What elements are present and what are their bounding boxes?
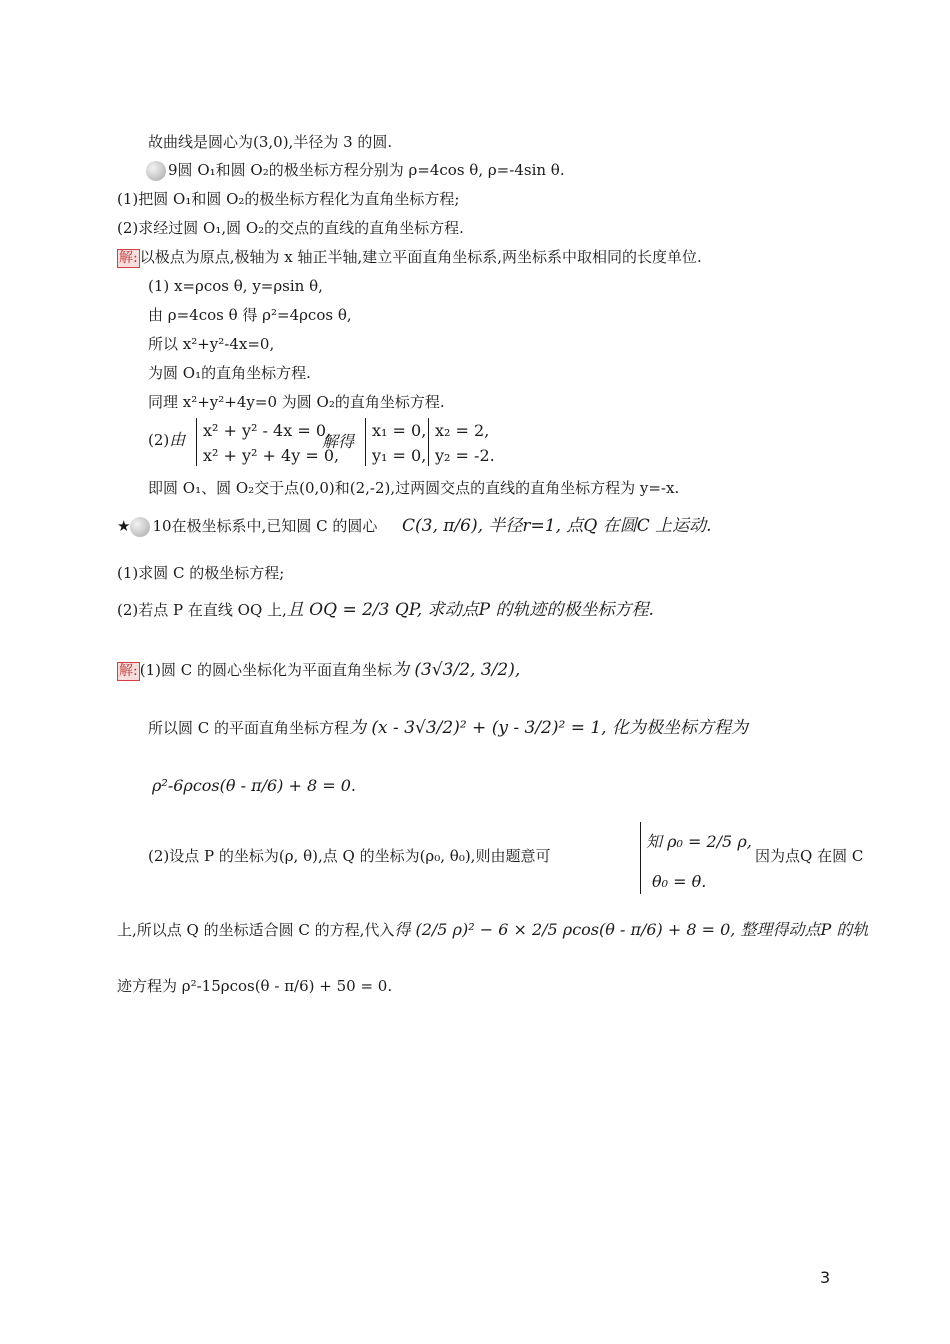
math-expression: 为 (3√3/2, 3/2), [391, 660, 521, 680]
answer-line [148, 718, 748, 738]
system-eq-2: x² + y² + 4y = 0, [203, 446, 340, 465]
answer-line: 所以 x²+y²-4x=0, [148, 335, 275, 353]
solution-x1: x₁ = 0, [372, 421, 427, 440]
page-number: 3 [820, 1268, 831, 1287]
problem-badge-icon [146, 161, 166, 181]
answer-line [117, 976, 392, 996]
answer-line: 由 ρ=4cos θ 得 ρ²=4ρcos θ, [148, 306, 352, 324]
answer-text: 以极点为原点,极轴为 x 轴正半轴,建立平面直角坐标系,两坐标系中取相同的长度单位. [139, 248, 702, 266]
solution-x2: x₂ = 2, [435, 421, 490, 440]
solution-y2: y₂ = -2. [435, 446, 495, 465]
system-eq-1: x² + y² - 4x = 0, [203, 421, 332, 440]
question-1: (1)求圆 C 的极坐标方程; [117, 564, 285, 582]
problem-badge-icon [130, 517, 150, 537]
vector-condition: 且 OQ = 2/3 QP, 求动点P 的轨迹的极坐标方程. [286, 600, 654, 620]
system-eq-2: θ₀ = θ. [652, 872, 707, 891]
answer-text: (1)圆 C 的圆心坐标化为平面直角坐标 [139, 661, 392, 679]
center-expression [402, 516, 712, 536]
problem-number: 10 [152, 517, 172, 535]
problem-stem-text: 圆 O₁和圆 O₂的极坐标方程分别为 ρ=4cos θ, ρ=-4sin θ. [177, 161, 565, 179]
answer-line [117, 660, 520, 681]
brace-left [196, 418, 197, 466]
system-eq-1: 知 ρ₀ = 2/5 ρ, [646, 832, 752, 851]
question-2: (2)求经过圆 O₁,圆 O₂的交点的直线的直角坐标方程. [117, 219, 464, 237]
problem-stem-text: 在极坐标系中,已知圆 C 的圆心 [171, 517, 378, 535]
system-prefix [148, 430, 185, 450]
brace-left [640, 822, 641, 894]
problem-9-stem [146, 160, 565, 181]
answer-line: 为圆 O₁的直角坐标方程. [148, 364, 311, 382]
solution-y1: y₁ = 0, [372, 446, 427, 465]
answer-line: 即圆 O₁、圆 O₂交于点(0,0)和(2,-2),过两圆交点的直线的直角坐标方程为 y=-x. [148, 479, 680, 497]
part-label: (2) [148, 431, 170, 449]
answer-line [148, 846, 550, 866]
brace-left [428, 418, 429, 466]
answer-text: 迹方程为 ρ²-15ρcos(θ - π/6) + 50 = 0. [117, 977, 393, 995]
you-text: 由 [169, 430, 186, 449]
problem-number: 9 [168, 161, 178, 179]
brace-left [365, 418, 366, 466]
answer-text: (2)设点 P 的坐标为(ρ, θ),点 Q 的坐标为(ρ₀, θ₀),则由题意可 [148, 847, 551, 865]
question-1: (1)把圆 O₁和圆 O₂的极坐标方程化为直角坐标方程; [117, 190, 460, 208]
math-expression: 得 (2/5 ρ)² − 6 × 2/5 ρcos(θ - π/6) + 8 = 0, 整理得动点P 的轨 [394, 920, 869, 939]
answer-line [117, 920, 868, 940]
text-line: 故曲线是圆心为(3,0),半径为 3 的圆. [148, 133, 393, 151]
question-2 [117, 600, 654, 620]
answer-intro [117, 247, 702, 268]
answer-text: 所以圆 C 的平面直角坐标方程 [148, 719, 350, 737]
answer-text: 因为点Q 在圆 C [755, 847, 864, 865]
answer-text: 上,所以点 Q 的坐标适合圆 C 的方程,代入 [117, 921, 395, 939]
answer-line: (1) x=ρcos θ, y=ρsin θ, [148, 277, 323, 295]
polar-equation: ρ²-6ρcos(θ - π/6) + 8 = 0. [152, 776, 356, 795]
star-icon: ★ [117, 517, 131, 535]
jiede-text: 解得 [322, 432, 355, 451]
solution-label: 解: [119, 250, 138, 266]
solution-label: 解: [119, 663, 138, 679]
math-expression: 为 (x - 3√3/2)² + (y - 3/2)² = 1, 化为极坐标方程为 [349, 718, 748, 738]
problem-10-stem [117, 516, 377, 537]
question-text: (2)若点 P 在直线 OQ 上, [117, 601, 287, 619]
center-math: C(3, π/6), 半径r=1, 点Q 在圆C 上运动. [402, 516, 712, 536]
answer-line: 同理 x²+y²+4y=0 为圆 O₂的直角坐标方程. [148, 393, 445, 411]
